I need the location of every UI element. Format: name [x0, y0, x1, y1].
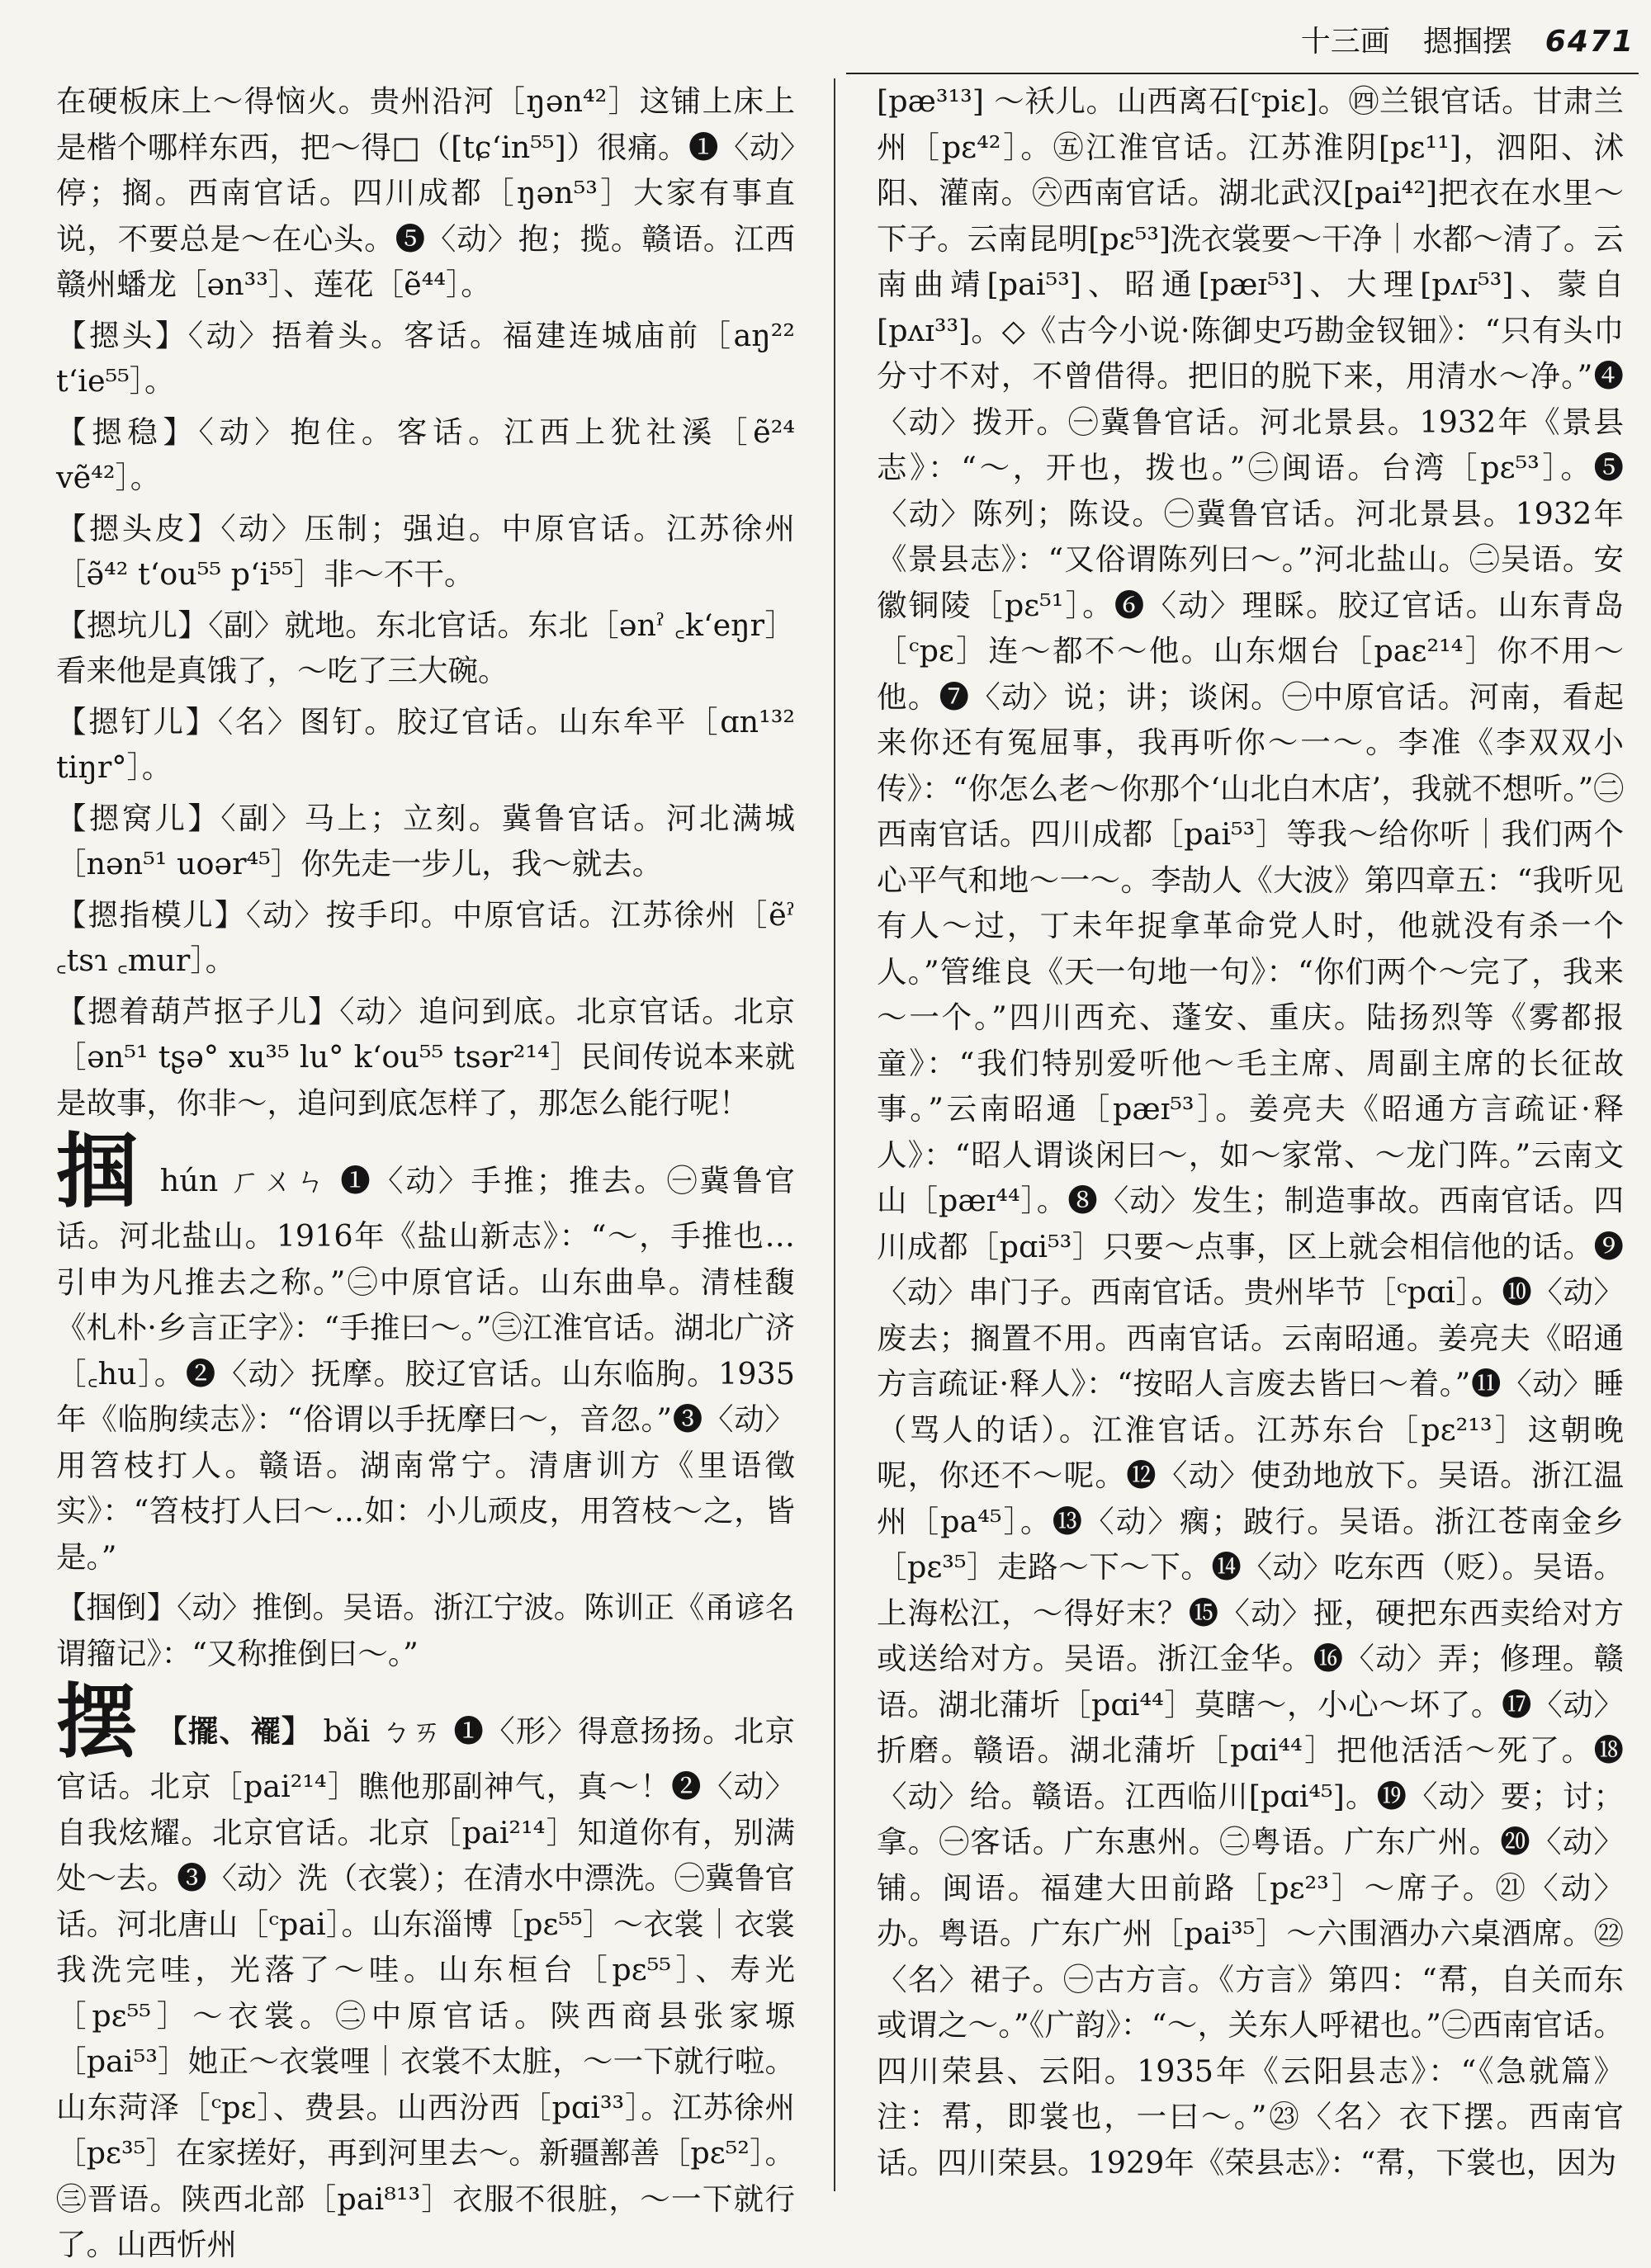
entry-en-tou: 【摁头】〈动〉捂着头。客话。福建连城庙前［aŋ²² tʻie⁵⁵］。 — [56, 317, 795, 399]
column-divider — [834, 78, 835, 2191]
page-number: 6471 — [1545, 25, 1634, 59]
headword-definition: ❶〈形〉得意扬扬。北京官话。北京［pai²¹⁴］瞧他那副神气，真～！❷〈动〉自我炫耀。北京官话。北京［pai²¹⁴］知道你有，别满处～去。❸〈动〉洗（衣裳）；在清水中漂洗。㊀冀鲁官话。河北唐山［ᶜpai］。山东淄博［pɛ⁵⁵］～衣裳｜衣裳我洗完哇，光落了～哇。山东桓台［pɛ⁵⁵］、寿光［pɛ⁵⁵］～衣裳。㊁中原官话。陕西商县张家塬［pai⁵³］她正～衣裳哩｜衣裳不太脏，～一下就行啦。山东菏泽［ᶜpɛ］、费县。山西汾西［pɑi³³］。江苏徐州［pɛ³⁵］在家搓好，再到河里去～。新疆鄯善［pɛ⁵²］。㊂晋语。陕西北部［pai⁸¹³］衣服不很脏，～一下就行了。山西忻州 — [56, 1713, 796, 2262]
header-chars: 摁掴摆 — [1422, 25, 1512, 59]
headword-pronunciation: bǎi ㄅㄞ — [323, 1713, 443, 1749]
entry-en-zhe-hu-lu: 【摁着葫芦抠子儿】〈动〉追问到底。北京官话。北京［ən⁵¹ tʂə° xu³⁵ lu° kʻou⁵⁵ tsər²¹⁴］民间传说本来就是故事，你非～，追问到底怎样了，那怎么能行呢！ — [56, 993, 795, 1121]
section-label: 十三画 — [1300, 25, 1390, 59]
entry-en-ding-er: 【摁钉儿】〈名〉图钉。胶辽官话。山东牟平［ɑn¹³² tiŋr°］。 — [56, 703, 795, 785]
entry-en-wen: 【摁稳】〈动〉抱住。客话。江西上犹社溪［ẽ²⁴ vẽ⁴²］。 — [56, 413, 795, 495]
entry-hun-dao: 【掴倒】〈动〉推倒。吴语。浙江宁波。陈训正《甬谚名谓籀记》：“又称推倒曰～。” — [56, 1590, 795, 1671]
right-column — [877, 78, 1624, 2208]
headword-char: 摆 — [56, 1675, 139, 1770]
entry-en-keng-er: 【摁坑儿】〈副〉就地。东北官话。东北［ənˀ ꜀kʻeŋr］看来他是真饿了，～吃了三大碗。 — [56, 607, 795, 688]
continued-paragraph: 在硬板床上～得恼火。贵州沿河［ŋən⁴²］这铺上床上是楷个哪样东西，把～得□（[tɕʻin⁵⁵]）很痛。❶〈动〉停；搁。西南官话。四川成都［ŋən⁵³］大家有事直说，不要总是～在心头。❺〈动〉抱；揽。赣语。江西赣州蟠龙［ən³³］、莲花［ẽ⁴⁴］。 — [56, 83, 795, 302]
header-rule — [846, 73, 1639, 74]
headword-definition: ❶〈动〉手推；推去。㊀冀鲁官话。河北盐山。1916年《盐山新志》：“～，手推也…引申为凡推去之称。”㊁中原官话。山东曲阜。清桂馥《札朴·乡言正字》：“手推曰～。”㊂江淮官话。湖北广济［꜀hu］。❷〈动〉抚摩。胶辽官话。山东临朐。1935年《临朐续志》：“俗谓以手抚摩曰～，音忽。”❸〈动〉用笤枝打人。赣语。湖南常宁。清唐训方《里语徵实》：“笤枝打人曰～…如：小儿顽皮，用笤枝～之，皆是。” — [56, 1163, 796, 1575]
headword-hun — [56, 1124, 796, 1580]
headword-pronunciation: hún ㄏㄨㄣ — [159, 1163, 329, 1198]
page-header — [1057, 18, 1634, 68]
entry-en-zhi-mo-er: 【摁指模儿】〈动〉按手印。中原官话。江苏徐州［ẽˀ ꜀tsɿ ꜀mur］。 — [56, 896, 795, 978]
entry-en-tou-pi: 【摁头皮】〈动〉压制；强迫。中原官话。江苏徐州［ə̃⁴² tʻou⁵⁵ pʻi⁵⁵］非～不干。 — [56, 510, 795, 592]
headword-variant: 【擺、襬】 — [157, 1713, 313, 1749]
headword-bai — [56, 1675, 796, 2268]
continued-definition: [pæ³¹³] ～袄儿。山西离石[ᶜpiɛ]。㊃兰银官话。甘肃兰州［pɛ⁴²］。㊄江淮官话。江苏淮阴[pɛ¹¹]，泗阳、沭阳、灌南。㊅西南官话。湖北武汉[pai⁴²]把衣在水里～下子。云南昆明[pɛ⁵³]洗衣裳要～干净｜水都～清了。云南曲靖[pai⁵³]、昭通[pæɪ⁵³]、大理[pʌɪ⁵³]、蒙自[pʌɪ³³]。◇《古今小说·陈御史巧勘金钗钿》：“只有头巾分寸不对，不曾借得。把旧的脱下来，用清水～净。”❹〈动〉拨开。㊀冀鲁官话。河北景县。1932年《景县志》：“～，开也，拨也。”㊁闽语。台湾［pɛ⁵³］。❺〈动〉陈列；陈设。㊀冀鲁官话。河北景县。1932年《景县志》：“又俗谓陈列曰～。”河北盐山。㊁吴语。安徽铜陵［pɛ⁵¹］。❻〈动〉理睬。胶辽官话。山东青岛［ᶜpɛ］连～都不～他。山东烟台［paɛ²¹⁴］你不用～他。❼〈动〉说；讲；谈闲。㊀中原官话。河南，看起来你还有冤屈事，我再听你～一～。李准《李双双小传》：“你怎么老～你那个‘山北白木店’，我就不想听。”㊁西南官话。四川成都［pai⁵³］等我～给你听｜我们两个心平气和地～一～。李劼人《大波》第四章五：“我听见有人～过，丁未年捉拿革命党人时，他就没有杀一个人。”管维良《天一句地一句》：“你们两个～完了，我来～一个。”四川西充、蓬安、重庆。陆扬烈等《雾都报童》：“我们特别爱听他～毛主席、周副主席的长征故事。”云南昭通［pæɪ⁵³］。姜亮夫《昭通方言疏证·释人》：“昭人谓谈闲曰～，如～家常、～龙门阵。”云南文山［pæɪ⁴⁴］。❽〈动〉发生；制造事故。西南官话。四川成都［pɑi⁵³］只要～点事，区上就会相信他的话。❾〈动〉串门子。西南官话。贵州毕节［ᶜpɑi］。❿〈动〉废去；搁置不用。西南官话。云南昭通。姜亮夫《昭通方言疏证·释人》：“按昭人言废去皆曰～着。”⓫〈动〉睡（骂人的话）。江淮官话。江苏东台［pɛ²¹³］这朝晚呢，你还不～呢。⓬〈动〉使劲地放下。吴语。浙江温州［pa⁴⁵］。⓭〈动〉瘸；跛行。吴语。浙江苍南金乡［pɛ³⁵］走路～下～下。⓮〈动〉吃东西（贬）。吴语。上海松江，～得好末？⓯〈动〉挜，硬把东西卖给对方或送给对方。吴语。浙江金华。⓰〈动〉弄；修理。赣语。湖北蒲圻［pɑi⁴⁴］莫瞎～，小心～坏了。⓱〈动〉折磨。赣语。湖北蒲圻［pɑi⁴⁴］把他活活～死了。⓲〈动〉给。赣语。江西临川[pɑi⁴⁵]。⓳〈动〉要；讨；拿。㊀客话。广东惠州。㊁粤语。广东广州。⓴〈动〉铺。闽语。福建大田前路［pɛ²³］～席子。㉑〈动〉办。粤语。广东广州［pai³⁵］～六围酒办六桌酒席。㉒〈名〉裙子。㊀古方言。《方言》第四：“帬，自关而东或谓之～。”《广韵》：“～，关东人呼裙也。”㊁西南官话。四川荣县、云阳。1935年《云阳县志》：“《急就篇》注：帬，即裳也，一曰～。”㉓〈名〉衣下摆。西南官话。四川荣县。1929年《荣县志》：“帬，下裳也，因为 — [877, 83, 1624, 2181]
headword-char: 掴 — [56, 1124, 140, 1219]
left-column — [56, 78, 796, 2262]
entry-en-wo-er: 【摁窝儿】〈副〉马上；立刻。冀鲁官话。河北满城［nən⁵¹ uoər⁴⁵］你先走一步儿，我～就去。 — [56, 800, 795, 881]
